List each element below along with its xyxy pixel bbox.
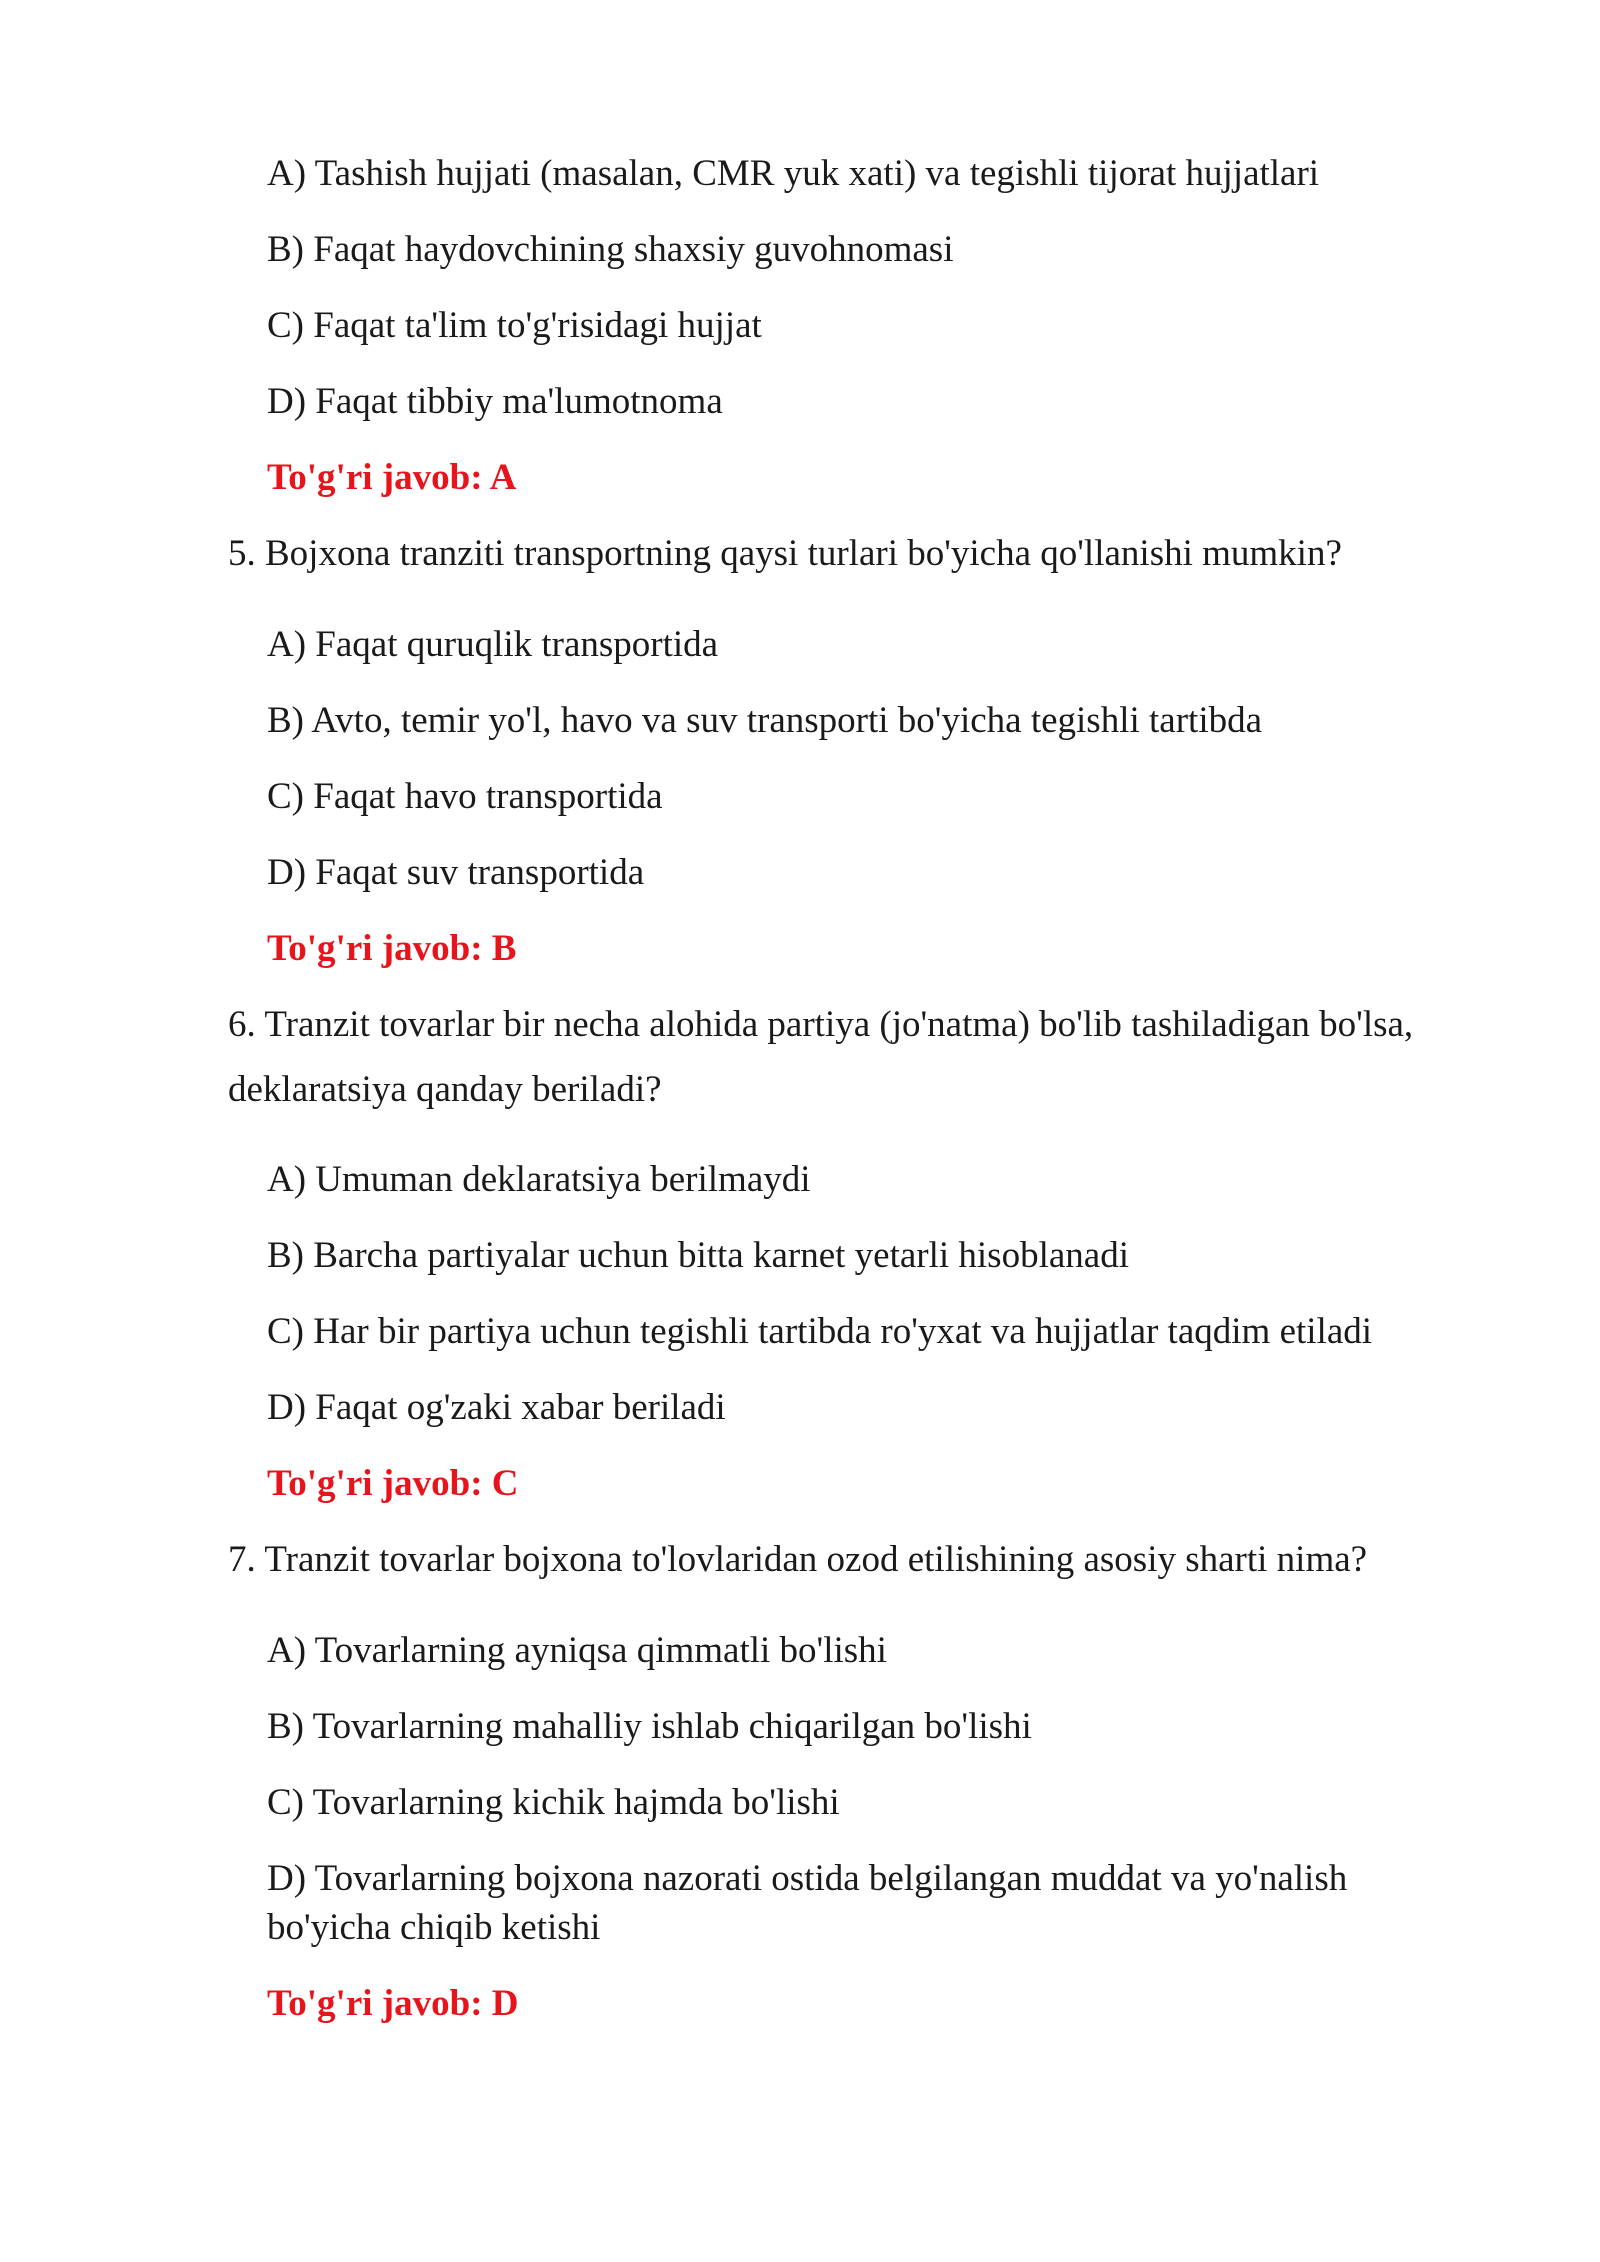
option-b: B) Avto, temir yo'l, havo va suv transporti bo'yicha tegishli tartibda: [267, 700, 1263, 741]
question-text: 6. Tranzit tovarlar bir necha alohida partiya (jo'natma) bo'lib tashiladigan bo'lsa,: [228, 1004, 1414, 1045]
option-c: C) Faqat ta'lim to'g'risidagi hujjat: [267, 305, 762, 346]
option-a: A) Tovarlarning ayniqsa qimmatli bo'lishi: [267, 1630, 887, 1671]
option-b: B) Tovarlarning mahalliy ishlab chiqarilgan bo'lishi: [267, 1706, 1032, 1747]
correct-answer: To'g'ri javob: C: [267, 1463, 519, 1504]
option-d-continued: bo'yicha chiqib ketishi: [267, 1907, 601, 1948]
option-a: A) Umuman deklaratsiya berilmaydi: [267, 1159, 811, 1200]
question-text: 7. Tranzit tovarlar bojxona to'lovlaridan ozod etilishining asosiy sharti nima?: [228, 1539, 1368, 1580]
correct-answer: To'g'ri javob: D: [267, 1983, 519, 2024]
option-a: A) Tashish hujjati (masalan, CMR yuk xati) va tegishli tijorat hujjatlari: [267, 153, 1320, 194]
option-a: A) Faqat quruqlik transportida: [267, 624, 719, 665]
option-c: C) Tovarlarning kichik hajmda bo'lishi: [267, 1782, 840, 1823]
option-d: D) Faqat og'zaki xabar beriladi: [267, 1387, 726, 1428]
option-d: D) Tovarlarning bojxona nazorati ostida belgilangan muddat va yo'nalish: [267, 1858, 1348, 1899]
option-b: B) Faqat haydovchining shaxsiy guvohnomasi: [267, 229, 954, 270]
correct-answer: To'g'ri javob: B: [267, 928, 517, 969]
correct-answer: To'g'ri javob: A: [267, 457, 517, 498]
option-b: B) Barcha partiyalar uchun bitta karnet yetarli hisoblanadi: [267, 1235, 1129, 1276]
option-d: D) Faqat tibbiy ma'lumotnoma: [267, 381, 723, 422]
question-text-continued: deklaratsiya qanday beriladi?: [228, 1069, 662, 1110]
question-text: 5. Bojxona tranziti transportning qaysi turlari bo'yicha qo'llanishi mumkin?: [228, 533, 1342, 574]
option-d: D) Faqat suv transportida: [267, 852, 645, 893]
option-c: C) Faqat havo transportida: [267, 776, 663, 817]
option-c: C) Har bir partiya uchun tegishli tartibda ro'yxat va hujjatlar taqdim etiladi: [267, 1311, 1373, 1352]
